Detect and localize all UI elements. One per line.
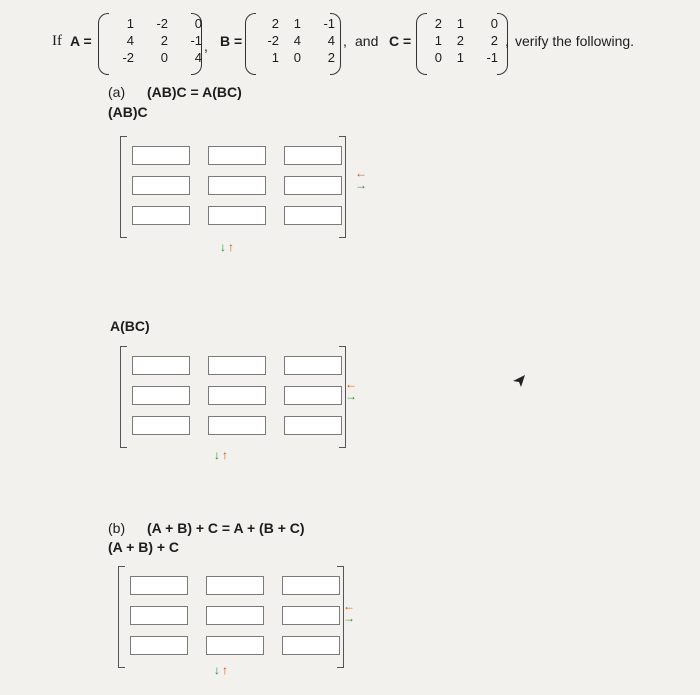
part-a-label: (a): [108, 84, 126, 100]
matrix-c-entry: 2: [434, 16, 442, 31]
down-arrow-icon[interactable]: ↓: [220, 240, 228, 254]
part-b-sub1-title: (A + B) + C: [108, 539, 180, 555]
ab-c-cell-input[interactable]: [208, 206, 266, 225]
comma-c: ,: [505, 33, 509, 49]
answer-grid-a-bc: [120, 346, 346, 446]
matrix-c-label: C =: [389, 33, 412, 49]
down-arrow-icon[interactable]: ↓: [214, 448, 222, 462]
matrix-a-entry: -2: [122, 50, 134, 65]
matrix-a-entry: -1: [190, 33, 202, 48]
verify-text: verify the following.: [515, 33, 635, 49]
a-bc-cell-input[interactable]: [284, 416, 342, 435]
up-arrow-icon[interactable]: ↑: [222, 663, 230, 677]
left-arrow-icon[interactable]: ←: [343, 599, 355, 613]
matrix-c-entry: 0: [434, 50, 442, 65]
right-arrow-icon[interactable]: →: [345, 389, 357, 403]
matrix-c-entry: 2: [456, 33, 464, 48]
up-arrow-icon[interactable]: ↑: [222, 448, 230, 462]
ab-c-cell-input[interactable]: [132, 146, 190, 165]
part-a-sub2-title: A(BC): [110, 318, 150, 334]
mouse-pointer-icon: [511, 373, 527, 389]
matrix-a-label: A =: [70, 33, 92, 49]
a-plus-b-plus-c-cell-input[interactable]: [206, 576, 264, 595]
row-arrows-a-plus-b-plus-c[interactable]: [343, 600, 355, 624]
matrix-b-entry: -2: [267, 33, 279, 48]
matrix-a-entry: 4: [126, 33, 134, 48]
a-plus-b-plus-c-cell-input[interactable]: [206, 606, 264, 625]
matrix-c-entry: 0: [490, 16, 498, 31]
col-arrows-a-plus-b-plus-c[interactable]: [214, 663, 230, 677]
matrix-b-entry: 4: [293, 33, 301, 48]
if-label: If: [52, 33, 62, 49]
left-arrow-icon[interactable]: ←: [355, 166, 367, 180]
matrix-a-entry: 0: [194, 16, 202, 31]
comma-b: ,: [343, 33, 347, 49]
row-arrows-a-bc[interactable]: [345, 378, 357, 402]
a-bc-cell-input[interactable]: [132, 356, 190, 375]
ab-c-cell-input[interactable]: [208, 176, 266, 195]
matrix-b-label: B =: [220, 33, 243, 49]
matrix-c-entry: 1: [456, 50, 464, 65]
matrix-a-entry: 0: [160, 50, 168, 65]
a-plus-b-plus-c-cell-input[interactable]: [282, 576, 340, 595]
matrix-c-entry: 1: [456, 16, 464, 31]
answer-grid-ab-c: [120, 136, 346, 236]
matrix-a-entry: 4: [194, 50, 202, 65]
ab-c-cell-input[interactable]: [208, 146, 266, 165]
left-bracket: [118, 566, 125, 668]
answer-grid-a-plus-b-plus-c: [118, 566, 344, 666]
ab-c-cell-input[interactable]: [284, 146, 342, 165]
ab-c-cell-input[interactable]: [284, 176, 342, 195]
ab-c-cell-input[interactable]: [132, 206, 190, 225]
right-arrow-icon[interactable]: →: [355, 178, 367, 192]
a-bc-cell-input[interactable]: [208, 416, 266, 435]
a-plus-b-plus-c-cell-input[interactable]: [282, 606, 340, 625]
matrix-b-entry: -1: [323, 16, 335, 31]
right-arrow-icon[interactable]: →: [343, 611, 355, 625]
matrix-c-entry: 2: [490, 33, 498, 48]
left-bracket: [120, 136, 127, 238]
left-arrow-icon[interactable]: ←: [345, 377, 357, 391]
matrix-c-entry: -1: [486, 50, 498, 65]
matrix-b-entry: 1: [293, 16, 301, 31]
matrix-a: [98, 13, 202, 73]
a-plus-b-plus-c-cell-input[interactable]: [206, 636, 264, 655]
a-plus-b-plus-c-cell-input[interactable]: [130, 576, 188, 595]
ab-c-cell-input[interactable]: [132, 176, 190, 195]
part-a-equation: (AB)C = A(BC): [147, 84, 242, 100]
matrix-a-entry: -2: [156, 16, 168, 31]
up-arrow-icon[interactable]: ↑: [228, 240, 236, 254]
matrix-b-entry: 2: [327, 50, 335, 65]
comma-a: ,: [204, 38, 208, 54]
part-a-sub1-title: (AB)C: [108, 104, 148, 120]
a-plus-b-plus-c-cell-input[interactable]: [130, 636, 188, 655]
matrix-c-entry: 1: [434, 33, 442, 48]
a-bc-cell-input[interactable]: [132, 386, 190, 405]
part-b-equation: (A + B) + C = A + (B + C): [147, 520, 305, 536]
matrix-c: [416, 13, 508, 73]
col-arrows-a-bc[interactable]: [214, 448, 230, 462]
matrix-b-entry: 2: [271, 16, 279, 31]
matrix-b-entry: 4: [327, 33, 335, 48]
a-plus-b-plus-c-cell-input[interactable]: [282, 636, 340, 655]
a-bc-cell-input[interactable]: [208, 386, 266, 405]
matrix-a-entry: 2: [160, 33, 168, 48]
down-arrow-icon[interactable]: ↓: [214, 663, 222, 677]
a-bc-cell-input[interactable]: [208, 356, 266, 375]
a-bc-cell-input[interactable]: [284, 386, 342, 405]
row-arrows-ab-c[interactable]: [355, 167, 367, 191]
matrix-b-entry: 1: [271, 50, 279, 65]
matrix-b: [245, 13, 341, 73]
a-plus-b-plus-c-cell-input[interactable]: [130, 606, 188, 625]
matrix-a-entry: 1: [126, 16, 134, 31]
left-bracket: [120, 346, 127, 448]
a-bc-cell-input[interactable]: [132, 416, 190, 435]
matrix-b-entry: 0: [293, 50, 301, 65]
part-b-label: (b): [108, 520, 126, 536]
ab-c-cell-input[interactable]: [284, 206, 342, 225]
col-arrows-ab-c[interactable]: [220, 240, 236, 254]
a-bc-cell-input[interactable]: [284, 356, 342, 375]
and-text: and: [355, 33, 379, 49]
